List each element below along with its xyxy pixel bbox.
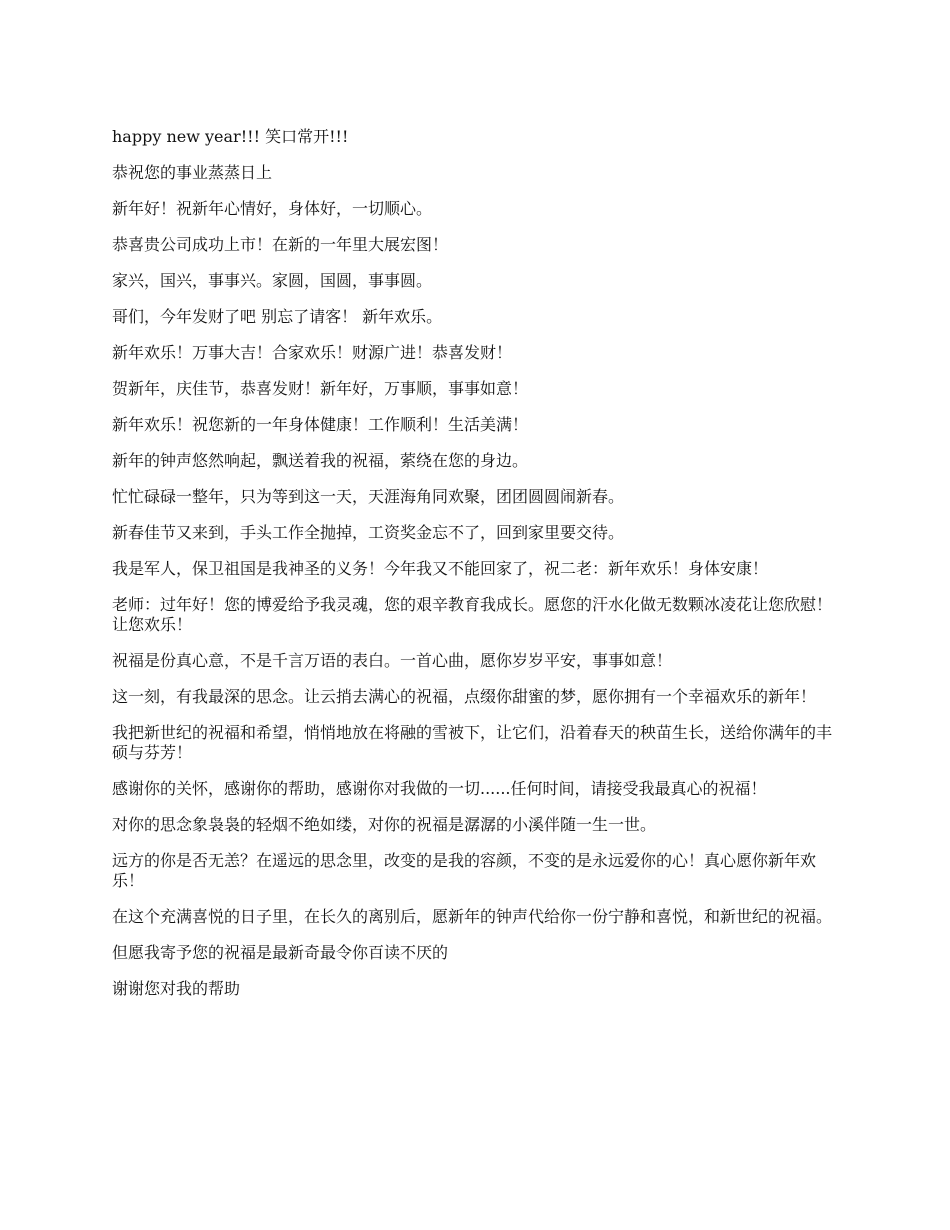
paragraph: 对你的思念象袅袅的轻烟不绝如缕，对你的祝福是潺潺的小溪伴随一生一世。 [112, 815, 657, 834]
paragraph: happy new year!!! 笑口常开!!! [112, 127, 349, 146]
paragraph: 感谢你的关怀，感谢你的帮助，感谢你对我做的一切......任何时间，请接受我最真心的祝福！ [112, 779, 767, 798]
document-page [112, 127, 840, 1015]
paragraph: 新年欢乐！祝您新的一年身体健康！工作顺利！生活美满！ [112, 415, 529, 434]
paragraph: 但愿我寄予您的祝福是最新奇最令你百读不厌的 [112, 943, 449, 962]
paragraph: 新年的钟声悠然响起，飘送着我的祝福，萦绕在您的身边。 [112, 451, 529, 470]
paragraph: 祝福是份真心意，不是千言万语的表白。一首心曲，愿你岁岁平安，事事如意！ [112, 651, 673, 670]
paragraph: 我把新世纪的祝福和希望，悄悄地放在将融的雪被下，让它们，沿着春天的秧苗生长，送给你满年的丰硕与芬芳！ [112, 723, 833, 762]
paragraph: 新年欢乐！万事大吉！合家欢乐！财源广进！恭喜发财！ [112, 343, 513, 362]
paragraph: 远方的你是否无恙？在遥远的思念里，改变的是我的容颜，不变的是永远爱你的心！真心愿你新年欢乐！ [112, 851, 817, 890]
paragraph: 恭祝您的事业蒸蒸日上 [112, 163, 273, 182]
paragraph: 贺新年，庆佳节，恭喜发财！新年好，万事顺，事事如意！ [112, 379, 529, 398]
paragraph: 忙忙碌碌一整年，只为等到这一天，天涯海角同欢聚，团团圆圆闹新春。 [112, 487, 625, 506]
paragraph: 在这个充满喜悦的日子里，在长久的离别后，愿新年的钟声代给你一份宁静和喜悦，和新世纪的祝福。 [112, 907, 833, 926]
paragraph: 新春佳节又来到，手头工作全抛掉，工资奖金忘不了，回到家里要交待。 [112, 523, 625, 542]
paragraph: 新年好！祝新年心情好，身体好，一切顺心。 [112, 199, 433, 218]
paragraph: 哥们，今年发财了吧 别忘了请客！ 新年欢乐。 [112, 307, 443, 326]
paragraph: 老师：过年好！您的博爱给予我灵魂，您的艰辛教育我成长。愿您的汗水化做无数颗冰凌花让您欣慰！让您欢乐！ [112, 595, 833, 634]
paragraph: 谢谢您对我的帮助 [112, 979, 241, 998]
paragraph: 家兴，国兴，事事兴。家圆，国圆，事事圆。 [112, 271, 433, 290]
paragraph: 这一刻，有我最深的思念。让云捎去满心的祝福，点缀你甜蜜的梦，愿你拥有一个幸福欢乐的新年！ [112, 687, 817, 706]
paragraph: 恭喜贵公司成功上市！在新的一年里大展宏图！ [112, 235, 449, 254]
paragraph: 我是军人，保卫祖国是我神圣的义务！今年我又不能回家了，祝二老：新年欢乐！身体安康！ [112, 559, 769, 578]
